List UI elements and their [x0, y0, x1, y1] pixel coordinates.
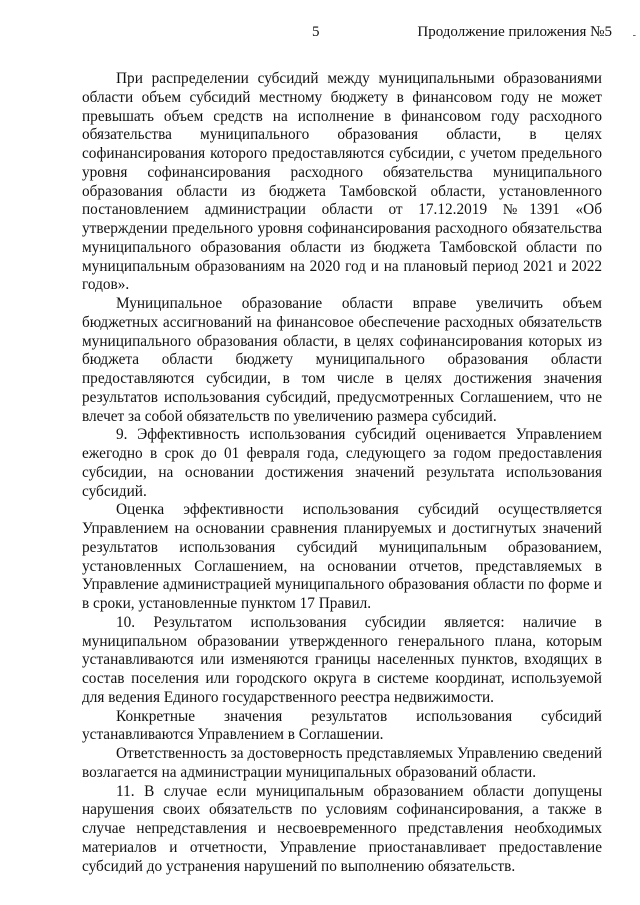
- paragraph-item-9: 9. Эффективность использования субсидий оценивается Управлением ежегодно в срок до 01 февраля года, следующего за годом предоставления субсидии, на основании достижения значений результата использования субсидий.: [82, 426, 602, 500]
- paragraph-item-10: 10. Результатом использования субсидии является: наличие в муниципальном образовании утвержденного генерального плана, которым устанавливаются или изменяются границы населенных пунктов, входящих в состав поселения или городского округа в системе координат, используемой для ведения Единого государственного реестра недвижимости.: [82, 613, 602, 706]
- document-body: [82, 70, 602, 876]
- paragraph-efficiency-assessment: Оценка эффективности использования субсидий осуществляется Управлением на основании сравнения планируемых и достигнутых значений результатов использования субсидий муниципальным образованием, установленных Соглашением, на основании отчетов, представляемых в Управление администрацией муниципального образования области по форме и в сроки, установленные пунктом 17 Правил.: [82, 501, 602, 612]
- paragraph-budget-increase: Муниципальное образование области вправе увеличить объем бюджетных ассигнований на финансовое обеспечение расходных обязательств муниципального образования области, в целях софинансирования которых из бюджета области бюджету муниципального образования области предоставляются субсидии, в том числе в целях достижения значения результатов использования субсидий, предусмотренных Соглашением, что не влечет за собой обязательств по увеличению размера субсидий.: [82, 295, 602, 425]
- corner-mark: -: [632, 30, 636, 41]
- paragraph-subsidy-distribution: При распределении субсидий между муниципальными образованиями области объем субсидий местному бюджету в финансовом году не может превышать объем средств на исполнение в финансовом году расходного обязательства муниципального образования области, в целях софинансирования которого предоставляются субсидии, с учетом предельного уровня софинансирования расходного обязательства муниципального образования области из бюджета Тамбовской области, установленного постановлением администрации области от 17.12.2019 №1391 «Об утверждении предельного уровня софинансирования расходного обязательства муниципального образования области из бюджета Тамбовской области по муниципальным образованиям на 2020 год и на плановый период 2021 и 2022 годов».: [82, 70, 602, 294]
- paragraph-responsibility: Ответственность за достоверность представляемых Управлению сведений возлагается на администрации муниципальных образований области.: [82, 745, 602, 781]
- appendix-note: Продолжение приложения №5: [417, 24, 612, 40]
- page-number: 5: [312, 24, 320, 40]
- paragraph-specific-values: Конкретные значения результатов использования субсидий устанавливаются Управлением в Соглашении.: [82, 707, 602, 744]
- paragraph-item-11: 11. В случае если муниципальным образованием области допущены нарушения своих обязательств по условиям софинансирования, а также в случае непредставления и несвоевременного представления необходимых материалов и отчетности, Управление приостанавливает предоставление субсидий до устранения нарушений по выполнению обязательств.: [82, 782, 602, 875]
